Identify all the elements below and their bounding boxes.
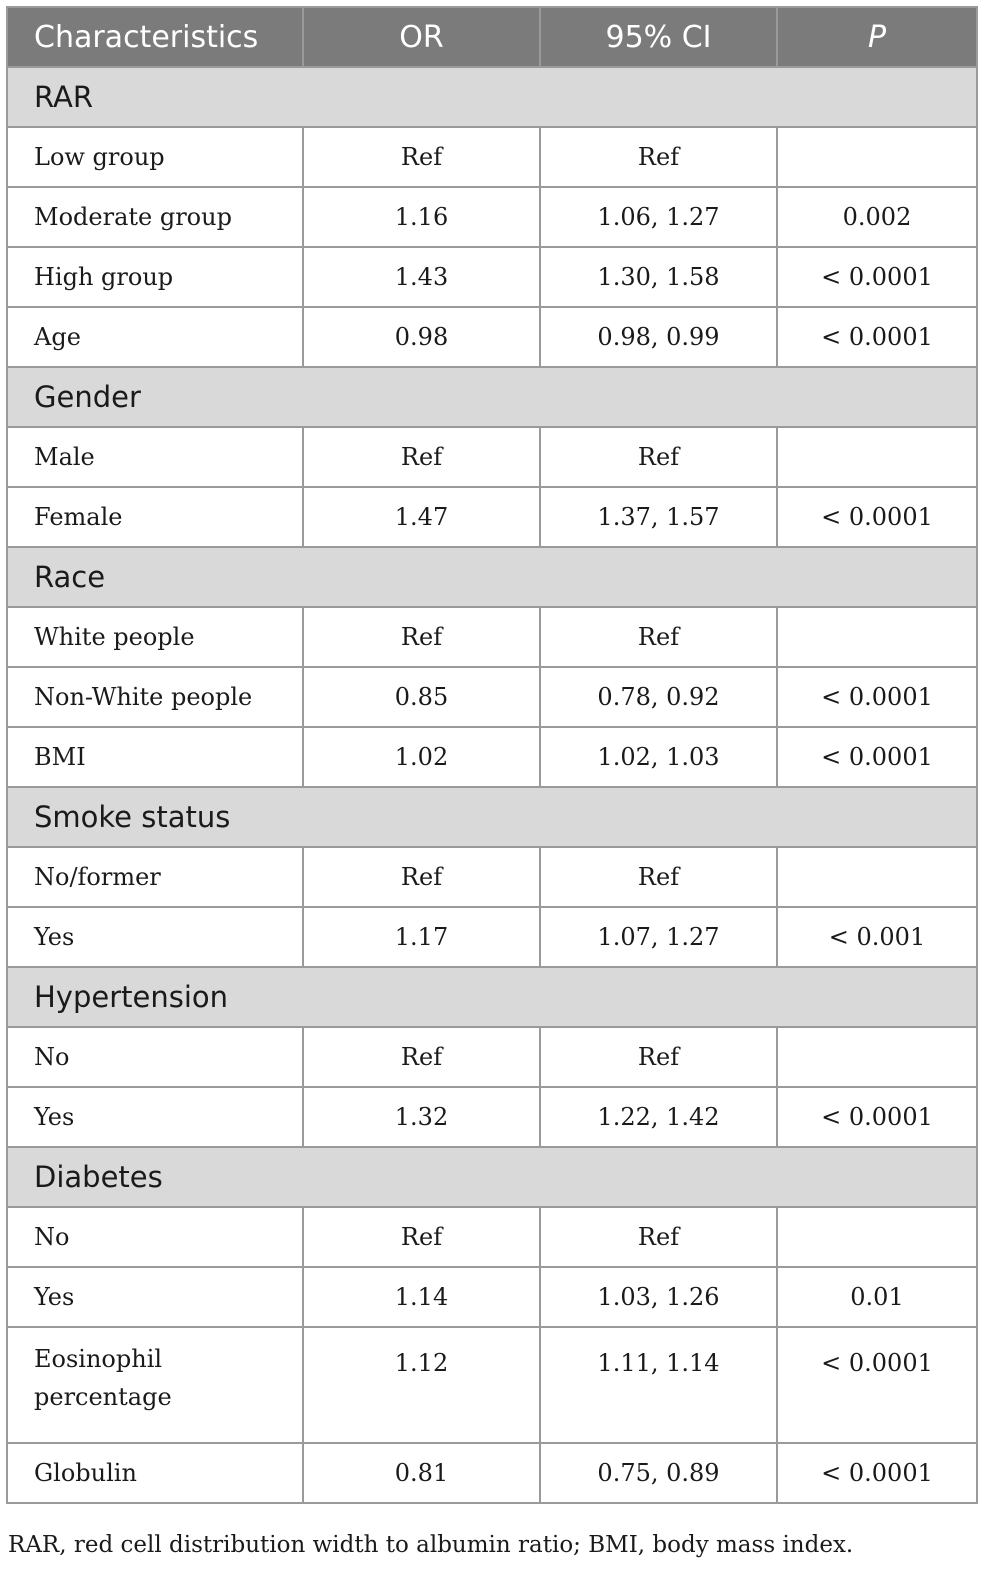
table-row	[7, 1443, 977, 1503]
header-or: OR	[303, 7, 540, 67]
row-or: Ref	[303, 1207, 540, 1267]
row-ci: 1.02, 1.03	[540, 727, 777, 787]
row-ci: 0.75, 0.89	[540, 1443, 777, 1503]
row-p: < 0.0001	[777, 667, 977, 727]
odds-ratio-table	[6, 6, 978, 1504]
row-p: 0.01	[777, 1267, 977, 1327]
row-label: Low group	[7, 127, 303, 187]
section-row-race	[7, 547, 977, 607]
section-title: RAR	[7, 67, 977, 127]
table-row	[7, 247, 977, 307]
row-p	[777, 1207, 977, 1267]
row-ci: Ref	[540, 847, 777, 907]
results-table-container	[6, 6, 976, 1504]
row-or: 0.85	[303, 667, 540, 727]
row-label-line-1: Eosinophil	[34, 1345, 163, 1373]
row-ci: 1.22, 1.42	[540, 1087, 777, 1147]
row-or: 1.12	[303, 1327, 540, 1443]
section-row-rar	[7, 67, 977, 127]
row-ci: 1.03, 1.26	[540, 1267, 777, 1327]
row-ci: Ref	[540, 127, 777, 187]
section-row-diabetes	[7, 1147, 977, 1207]
row-ci: 1.11, 1.14	[540, 1327, 777, 1443]
row-p	[777, 127, 977, 187]
row-label: No	[7, 1207, 303, 1267]
table-row	[7, 1267, 977, 1327]
header-ci: 95% CI	[540, 7, 777, 67]
row-label: Globulin	[7, 1443, 303, 1503]
row-label: No	[7, 1027, 303, 1087]
table-row	[7, 607, 977, 667]
row-ci: Ref	[540, 427, 777, 487]
row-label: Yes	[7, 907, 303, 967]
row-label: Male	[7, 427, 303, 487]
row-or: Ref	[303, 847, 540, 907]
row-ci: Ref	[540, 1207, 777, 1267]
row-or: 0.81	[303, 1443, 540, 1503]
row-p: 0.002	[777, 187, 977, 247]
row-ci: Ref	[540, 607, 777, 667]
row-p: < 0.0001	[777, 487, 977, 547]
row-p	[777, 607, 977, 667]
row-ci: 0.98, 0.99	[540, 307, 777, 367]
row-label-line-2: percentage	[34, 1383, 172, 1411]
row-p: < 0.0001	[777, 1327, 977, 1443]
row-or: 1.32	[303, 1087, 540, 1147]
row-or: 1.17	[303, 907, 540, 967]
row-label	[7, 1327, 303, 1443]
row-label: White people	[7, 607, 303, 667]
section-title: Race	[7, 547, 977, 607]
section-title: Diabetes	[7, 1147, 977, 1207]
row-label: Yes	[7, 1087, 303, 1147]
section-title: Hypertension	[7, 967, 977, 1027]
row-label: BMI	[7, 727, 303, 787]
section-title: Smoke status	[7, 787, 977, 847]
row-p: < 0.0001	[777, 727, 977, 787]
table-row	[7, 727, 977, 787]
row-p: < 0.0001	[777, 1443, 977, 1503]
row-ci: Ref	[540, 1027, 777, 1087]
row-label: Age	[7, 307, 303, 367]
table-row	[7, 667, 977, 727]
section-title: Gender	[7, 367, 977, 427]
section-row-hypertension	[7, 967, 977, 1027]
table-row	[7, 187, 977, 247]
table-row	[7, 907, 977, 967]
table-row	[7, 307, 977, 367]
row-ci: 1.30, 1.58	[540, 247, 777, 307]
row-or: 0.98	[303, 307, 540, 367]
row-or: Ref	[303, 1027, 540, 1087]
row-p	[777, 1027, 977, 1087]
row-ci: 0.78, 0.92	[540, 667, 777, 727]
table-row	[7, 847, 977, 907]
row-p: < 0.0001	[777, 307, 977, 367]
table-footnote: RAR, red cell distribution width to albumin ratio; BMI, body mass index.	[8, 1532, 854, 1558]
row-or: 1.47	[303, 487, 540, 547]
row-ci: 1.06, 1.27	[540, 187, 777, 247]
table-row	[7, 427, 977, 487]
row-or: Ref	[303, 127, 540, 187]
row-p	[777, 847, 977, 907]
row-or: Ref	[303, 427, 540, 487]
row-p	[777, 427, 977, 487]
row-ci: 1.07, 1.27	[540, 907, 777, 967]
row-ci: 1.37, 1.57	[540, 487, 777, 547]
row-or: 1.16	[303, 187, 540, 247]
section-row-smoke-status	[7, 787, 977, 847]
row-p: < 0.0001	[777, 1087, 977, 1147]
table-row	[7, 127, 977, 187]
row-p: < 0.001	[777, 907, 977, 967]
table-row	[7, 1087, 977, 1147]
table-row	[7, 1207, 977, 1267]
header-characteristics: Characteristics	[7, 7, 303, 67]
table-row	[7, 487, 977, 547]
row-label: No/former	[7, 847, 303, 907]
row-label: Yes	[7, 1267, 303, 1327]
row-label: Moderate group	[7, 187, 303, 247]
table-row	[7, 1327, 977, 1443]
row-label: Non-White people	[7, 667, 303, 727]
header-p: P	[777, 7, 977, 67]
row-or: Ref	[303, 607, 540, 667]
row-or: 1.02	[303, 727, 540, 787]
table-row	[7, 1027, 977, 1087]
row-or: 1.43	[303, 247, 540, 307]
table-header-row	[7, 7, 977, 67]
section-row-gender	[7, 367, 977, 427]
row-p: < 0.0001	[777, 247, 977, 307]
row-label: High group	[7, 247, 303, 307]
row-label: Female	[7, 487, 303, 547]
row-or: 1.14	[303, 1267, 540, 1327]
